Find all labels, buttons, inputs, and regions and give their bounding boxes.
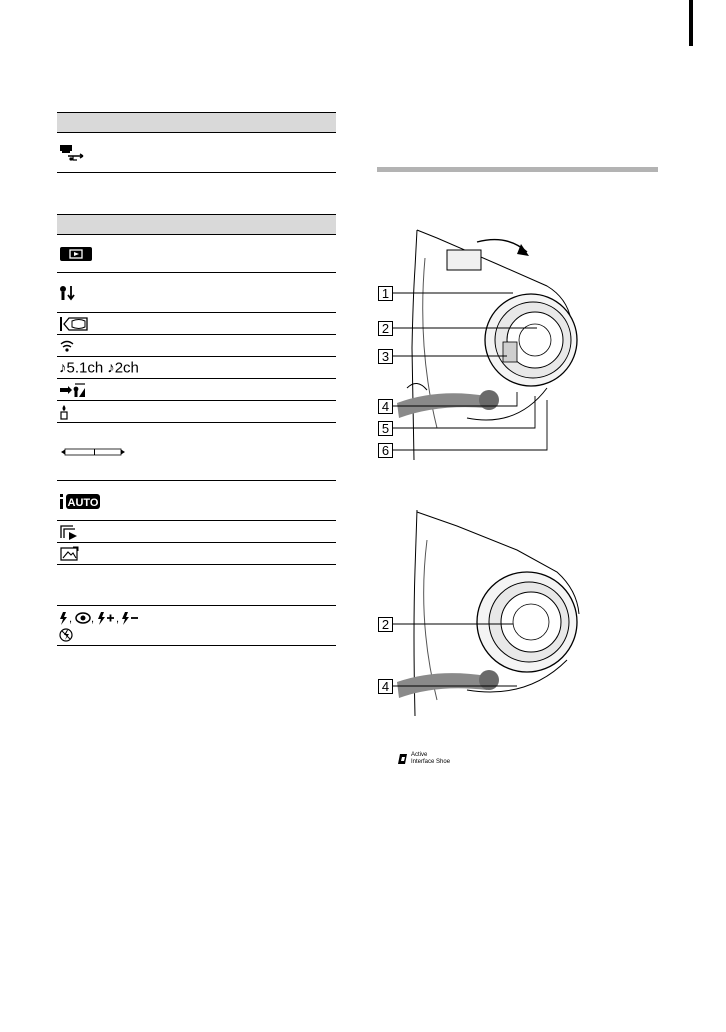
- settings-icon-table: [57, 214, 336, 646]
- wide-conversion-icon: [59, 316, 89, 332]
- zoom-mic-icon: [59, 382, 87, 398]
- callout-3: 3: [378, 349, 393, 364]
- table-row: [57, 357, 336, 379]
- table-row: [57, 521, 336, 543]
- flash-icons: [59, 611, 159, 645]
- audio-mode-icon: [59, 360, 139, 375]
- section-rule: [377, 167, 658, 172]
- camera-figure-bottom: [377, 510, 597, 716]
- callout-4: 4: [378, 399, 393, 414]
- callout-1: 1: [378, 286, 393, 301]
- ais-logo-icon: [397, 753, 408, 765]
- camera-illustration: [377, 228, 597, 460]
- usb-connection-icon: [59, 144, 85, 162]
- callout-6: 6: [378, 443, 393, 458]
- mic-level-icon: [59, 285, 81, 301]
- table-row: [57, 565, 336, 606]
- usb-table: [57, 112, 336, 173]
- table-row: [57, 401, 336, 423]
- logo-line2: Interface Shoe: [411, 758, 451, 765]
- table-header: [57, 214, 336, 234]
- slider-scale-icon: [61, 447, 125, 457]
- active-interface-shoe-logo: [397, 752, 450, 765]
- table-row: [57, 481, 336, 521]
- camera-illustration: [377, 510, 597, 716]
- svg-text:,: ,: [69, 613, 73, 625]
- table-row: [57, 132, 336, 173]
- callout-2: 2: [378, 321, 393, 336]
- table-header: [57, 112, 336, 132]
- table-row: [57, 423, 336, 481]
- camera-figure-top: [377, 228, 597, 460]
- table-row: [57, 335, 336, 357]
- low-lux-icon: [59, 404, 69, 420]
- table-row: [57, 543, 336, 565]
- table-row: [57, 234, 336, 273]
- audio-51ch-label: ♪5.1ch: [59, 359, 104, 376]
- audio-2ch-label: ♪2ch: [107, 359, 139, 376]
- table-row: [57, 313, 336, 335]
- playback-button-icon: [59, 246, 93, 262]
- callout-2: 2: [378, 617, 393, 632]
- callout-5: 5: [378, 421, 393, 436]
- callout-4: 4: [378, 679, 393, 694]
- svg-text:,: ,: [116, 613, 120, 625]
- page-edge-bar: [689, 0, 693, 46]
- intelligent-auto-icon: [59, 492, 101, 510]
- logo-line1: Active: [411, 752, 428, 758]
- auto-label: AUTO: [67, 496, 99, 509]
- table-row: [57, 273, 336, 313]
- table-row: [57, 379, 336, 401]
- table-row: [57, 606, 336, 646]
- wind-noise-reduction-icon: [59, 339, 75, 353]
- highlight-playback-icon: [59, 524, 79, 540]
- svg-text:,: ,: [91, 613, 95, 625]
- photo-size-icon: [59, 546, 79, 562]
